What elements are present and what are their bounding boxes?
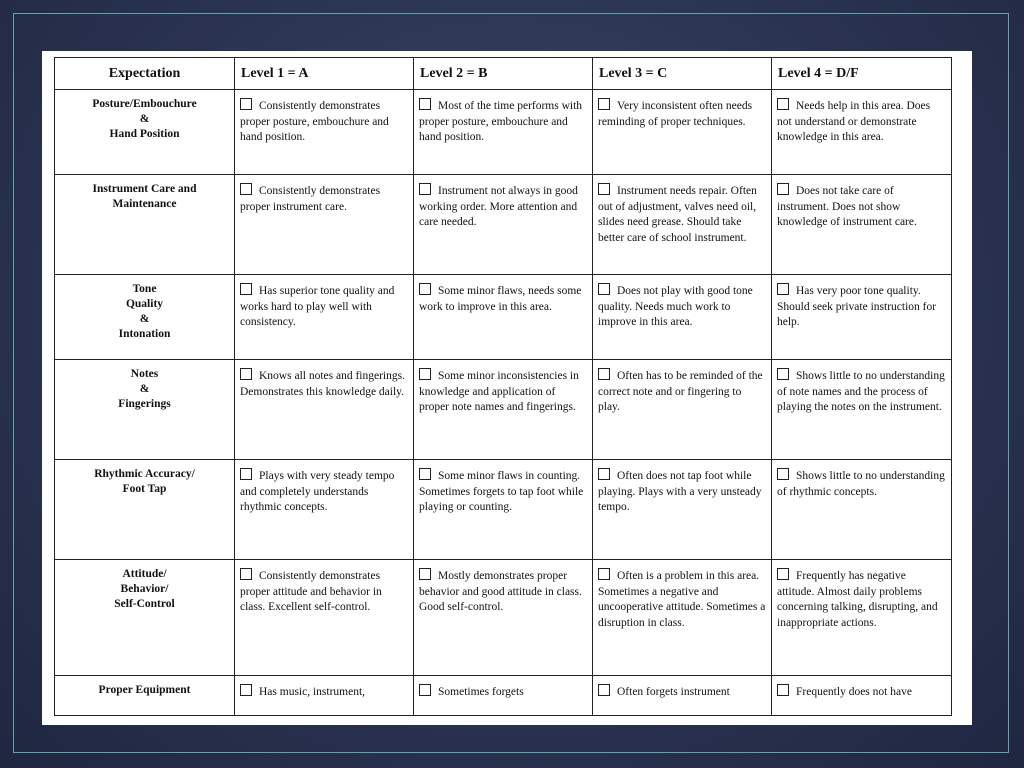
level-4-cell (772, 90, 952, 175)
expectation-label: Quality (125, 298, 164, 310)
rubric-row (55, 90, 952, 175)
checkbox[interactable] (777, 98, 789, 110)
rubric-table (54, 57, 952, 716)
checkbox[interactable] (240, 183, 252, 195)
level-4-cell (772, 676, 952, 716)
expectation-label: & (139, 113, 150, 125)
level-description: Needs help in this area. Does not understand or demonstrate knowledge in this area. (777, 100, 931, 143)
checkbox[interactable] (598, 368, 610, 380)
expectation-label: Maintenance (112, 198, 177, 210)
checkbox[interactable] (240, 283, 252, 295)
level-3-cell (593, 275, 772, 360)
level-3-cell (593, 360, 772, 460)
checkbox[interactable] (419, 183, 431, 195)
rubric-row (55, 460, 952, 560)
header-level-1: Level 1 = A (235, 58, 414, 90)
level-3-cell (593, 560, 772, 676)
level-1-cell (235, 175, 414, 275)
checkbox[interactable] (598, 283, 610, 295)
checkbox[interactable] (777, 368, 789, 380)
level-description: Consistently demonstrates proper posture, embouchure and hand position. (240, 100, 389, 143)
expectation-label: Rhythmic Accuracy/ (94, 468, 195, 480)
expectation-label: Behavior/ (120, 583, 169, 595)
header-expectation: Expectation (55, 58, 235, 90)
level-description: Has superior tone quality and works hard to play well with consistency. (240, 285, 395, 328)
checkbox[interactable] (419, 568, 431, 580)
checkbox[interactable] (598, 684, 610, 696)
checkbox[interactable] (419, 98, 431, 110)
level-description: Knows all notes and fingerings. Demonstrates this knowledge daily. (240, 370, 405, 398)
level-3-cell (593, 175, 772, 275)
level-description: Does not play with good tone quality. Needs much work to improve in this area. (598, 285, 753, 328)
level-2-cell (414, 560, 593, 676)
level-2-cell (414, 676, 593, 716)
level-description: Very inconsistent often needs reminding of proper techniques. (598, 100, 753, 128)
checkbox[interactable] (419, 684, 431, 696)
level-1-cell (235, 90, 414, 175)
expectation-label: Notes (130, 368, 159, 380)
rubric-row (55, 676, 952, 716)
expectation-label: & (139, 383, 150, 395)
level-description: Instrument not always in good working order. More attention and care needed. (419, 185, 578, 228)
level-2-cell (414, 460, 593, 560)
level-3-cell (593, 676, 772, 716)
expectation-label: Hand Position (109, 128, 180, 140)
header-row (55, 58, 952, 90)
checkbox[interactable] (598, 183, 610, 195)
expectation-cell (55, 175, 235, 275)
checkbox[interactable] (419, 368, 431, 380)
level-description: Instrument needs repair. Often out of adjustment, valves need oil, slides need grease. Should take better care of school instrument. (598, 185, 757, 244)
checkbox[interactable] (777, 568, 789, 580)
level-4-cell (772, 275, 952, 360)
expectation-label: Posture/Embouchure (92, 98, 197, 110)
expectation-label: Tone (132, 283, 157, 295)
expectation-cell (55, 560, 235, 676)
rubric-body (55, 90, 952, 716)
expectation-cell (55, 676, 235, 716)
level-description: Often does not tap foot while playing. Plays with a very unsteady tempo. (598, 470, 762, 513)
checkbox[interactable] (240, 468, 252, 480)
expectation-label: Attitude/ (122, 568, 167, 580)
rubric-document (42, 51, 972, 725)
level-4-cell (772, 560, 952, 676)
level-description: Some minor inconsistencies in knowledge and application of proper note names and fingerings. (419, 370, 579, 413)
expectation-label: & (139, 313, 150, 325)
checkbox[interactable] (419, 468, 431, 480)
checkbox[interactable] (598, 568, 610, 580)
level-2-cell (414, 175, 593, 275)
level-1-cell (235, 560, 414, 676)
level-description: Mostly demonstrates proper behavior and good attitude in class. Good self-control. (419, 570, 582, 613)
checkbox[interactable] (598, 468, 610, 480)
expectation-label: Instrument Care and (92, 183, 197, 195)
level-2-cell (414, 275, 593, 360)
header-level-4: Level 4 = D/F (772, 58, 952, 90)
expectation-cell (55, 90, 235, 175)
level-2-cell (414, 360, 593, 460)
level-description: Often has to be reminded of the correct note and or fingering to play. (598, 370, 763, 413)
level-description: Often forgets instrument (617, 686, 730, 698)
expectation-label: Proper Equipment (98, 684, 191, 696)
level-description: Frequently has negative attitude. Almost daily problems concerning talking, disrupting, and inappropriate actions. (777, 570, 938, 629)
expectation-label: Foot Tap (122, 483, 167, 495)
checkbox[interactable] (598, 98, 610, 110)
level-description: Has very poor tone quality. Should seek private instruction for help. (777, 285, 937, 328)
level-description: Consistently demonstrates proper instrument care. (240, 185, 381, 213)
level-1-cell (235, 460, 414, 560)
level-description: Does not take care of instrument. Does not show knowledge of instrument care. (777, 185, 917, 228)
level-description: Often is a problem in this area. Sometimes a negative and uncooperative attitude. Sometimes a disruption in class. (598, 570, 766, 629)
level-3-cell (593, 90, 772, 175)
rubric-row (55, 560, 952, 676)
expectation-cell (55, 360, 235, 460)
level-2-cell (414, 90, 593, 175)
level-1-cell (235, 360, 414, 460)
expectation-label: Intonation (118, 328, 171, 340)
expectation-label: Fingerings (118, 398, 171, 410)
expectation-cell (55, 275, 235, 360)
expectation-label: Self-Control (114, 598, 175, 610)
level-description: Frequently does not have (796, 686, 912, 698)
level-1-cell (235, 275, 414, 360)
level-description: Shows little to no understanding of note names and the process of playing the notes on the instrument. (777, 370, 945, 413)
level-description: Most of the time performs with proper posture, embouchure and hand position. (419, 100, 583, 143)
level-3-cell (593, 460, 772, 560)
level-description: Consistently demonstrates proper attitude and behavior in class. Excellent self-control. (240, 570, 382, 613)
checkbox[interactable] (240, 368, 252, 380)
level-description: Sometimes forgets (438, 686, 524, 698)
checkbox[interactable] (777, 468, 789, 480)
checkbox[interactable] (777, 684, 789, 696)
level-description: Plays with very steady tempo and completely understands rhythmic concepts. (240, 470, 395, 513)
rubric-row (55, 360, 952, 460)
level-4-cell (772, 460, 952, 560)
checkbox[interactable] (419, 283, 431, 295)
expectation-cell (55, 460, 235, 560)
checkbox[interactable] (777, 183, 789, 195)
level-4-cell (772, 360, 952, 460)
rubric-row (55, 275, 952, 360)
checkbox[interactable] (240, 684, 252, 696)
header-level-3: Level 3 = C (593, 58, 772, 90)
level-description: Some minor flaws in counting. Sometimes forgets to tap foot while playing or counting. (419, 470, 584, 513)
checkbox[interactable] (240, 98, 252, 110)
rubric-row (55, 175, 952, 275)
level-description: Shows little to no understanding of rhythmic concepts. (777, 470, 945, 498)
level-description: Some minor flaws, needs some work to improve in this area. (419, 285, 582, 313)
level-description: Has music, instrument, (259, 686, 366, 698)
checkbox[interactable] (777, 283, 789, 295)
checkbox[interactable] (240, 568, 252, 580)
level-1-cell (235, 676, 414, 716)
header-level-2: Level 2 = B (414, 58, 593, 90)
level-4-cell (772, 175, 952, 275)
